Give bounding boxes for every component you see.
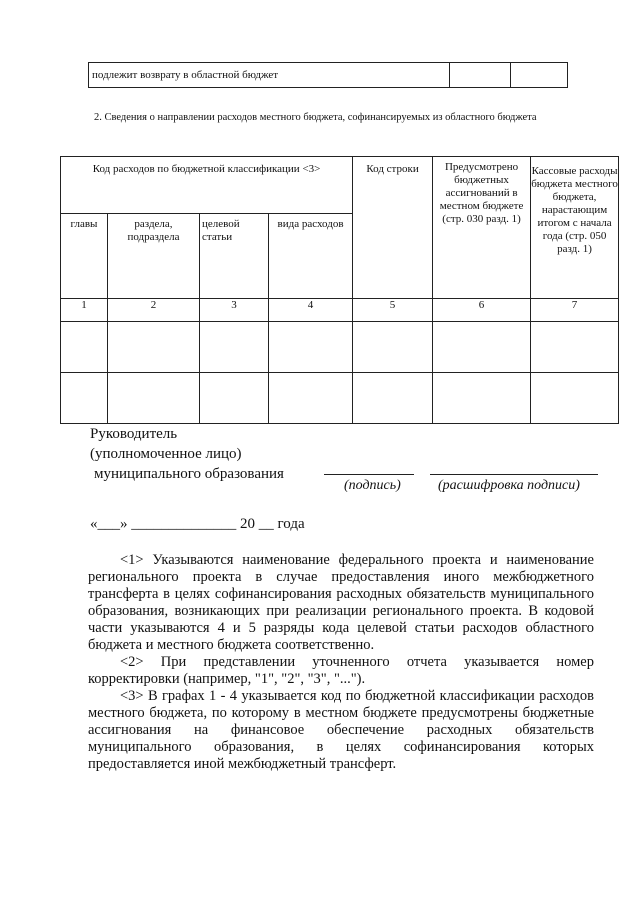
glavy-header: главы (61, 214, 108, 299)
return-value-cell-1 (450, 63, 511, 88)
table-cell (531, 322, 619, 373)
decode-signature-caption: (расшифровка подписи) (438, 478, 580, 493)
code-line-header: Код строки (353, 157, 433, 299)
table-cell (200, 373, 269, 424)
signature-caption: (подпись) (344, 478, 401, 493)
table-cell (433, 373, 531, 424)
col-number: 2 (108, 299, 200, 322)
table-cell (433, 322, 531, 373)
footnotes (88, 552, 594, 773)
col-number: 7 (531, 299, 619, 322)
section-2-title: 2. Сведения о направлении расходов местного бюджета, софинансируемых из областного бюджета (94, 112, 537, 123)
expenses-table (60, 156, 619, 424)
table-cell (269, 373, 353, 424)
footnote-3: <3> В графах 1 - 4 указывается код по бюджетной классификации расходов местного бюджета, по которому в местном бюджете предусмотрены бюджетные ассигнования на финансовое обеспечение расходных обязательств муниципального образования, в целях софинансирования которых предоставляется иной межбюджетный трансферт. (88, 688, 594, 772)
decode-signature-line (430, 474, 598, 475)
return-value-cell-2 (511, 63, 568, 88)
target-article-header: целевой статьи (200, 214, 269, 299)
col-number: 6 (433, 299, 531, 322)
planned-header: Предусмотрено бюджетных ассигнований в местном бюджете (стр. 030 разд. 1) (433, 157, 531, 299)
footnote-1: <1> Указываются наименование федерального проекта и наименование регионального проекта в случае предоставления иного межбюджетного трансферта в целях софинансирования расходных обязательств муниципального образования, возникающих при реализации регионального проекта. В кодовой части указываются 4 и 5 разряды кода целевой статьи расходов областного бюджета и местного бюджета соответственно. (88, 552, 594, 653)
expense-type-header: вида расходов (269, 214, 353, 299)
col-number: 1 (61, 299, 108, 322)
table-cell (61, 373, 108, 424)
budget-classification-header: Код расходов по бюджетной классификации <3> (61, 157, 353, 214)
signer-organization: муниципального образования (94, 466, 284, 482)
col-number: 4 (269, 299, 353, 322)
table-row (61, 373, 619, 424)
footnote-2: <2> При представлении уточненного отчета указывается номер корректировки (например, "1", "2", "3", "..."). (88, 654, 594, 687)
return-row-table (88, 62, 568, 88)
col-number: 5 (353, 299, 433, 322)
table-cell (108, 322, 200, 373)
signer-title: Руководитель (90, 426, 178, 442)
razdel-header: раздела, подраздела (108, 214, 200, 299)
table-cell (108, 373, 200, 424)
return-label-cell: подлежит возврату в областной бюджет (89, 63, 450, 88)
signer-subtitle: (уполномоченное лицо) (90, 446, 242, 462)
cash-expenses-header: Кассовые расходы бюджета местного бюджета, нарастающим итогом с начала года (стр. 050 разд. 1) (531, 157, 619, 299)
table-cell (200, 322, 269, 373)
table-cell (269, 322, 353, 373)
table-cell (61, 322, 108, 373)
col-number: 3 (200, 299, 269, 322)
table-cell (353, 322, 433, 373)
signature-line (324, 474, 414, 475)
table-cell (531, 373, 619, 424)
table-row (61, 322, 619, 373)
table-cell (353, 373, 433, 424)
date-line: «___» ______________ 20 __ года (90, 516, 305, 532)
